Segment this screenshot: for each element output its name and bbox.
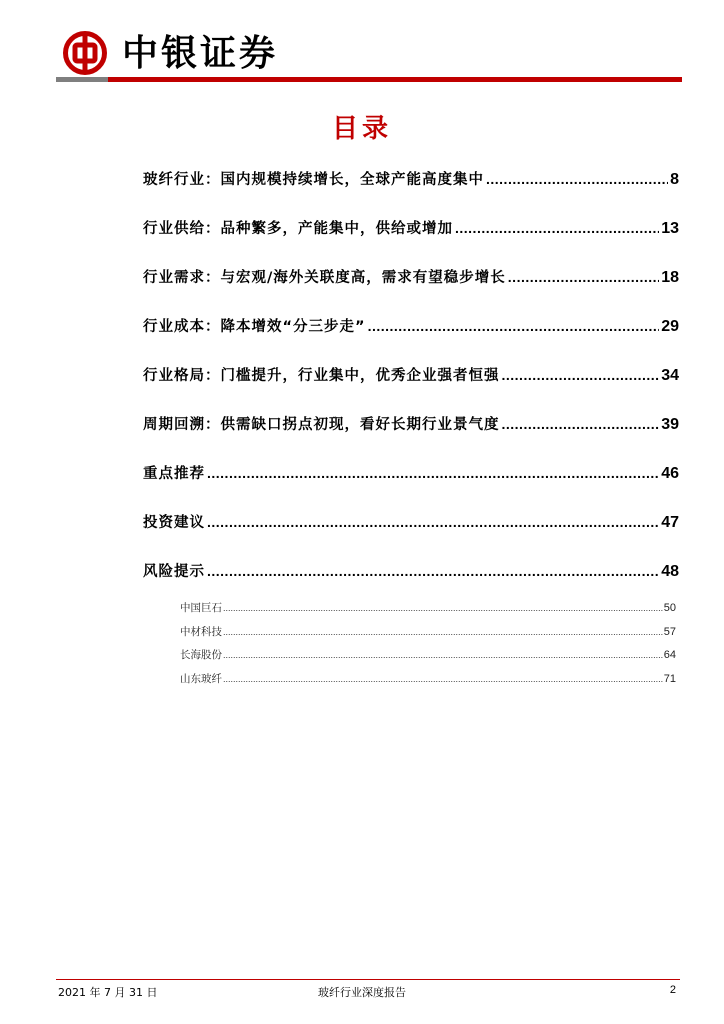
toc-entry-page: 29 (661, 318, 679, 335)
toc-entry[interactable] (143, 168, 679, 217)
toc-entry-page: 18 (661, 269, 679, 286)
toc-sub-entry-page: 71 (663, 673, 676, 686)
toc-entry-page: 39 (661, 416, 679, 433)
toc-entry[interactable] (143, 266, 679, 315)
toc-sub-entry[interactable] (180, 624, 676, 648)
toc-entry[interactable] (143, 462, 679, 511)
toc-leader-dots (223, 674, 663, 684)
toc-sub-entry-page: 50 (663, 602, 676, 614)
toc-entry-label: 玻纤行业：国内规模持续增长，全球产能高度集中 (143, 172, 484, 188)
toc-leader-dots (502, 416, 660, 432)
toc-entry[interactable] (143, 364, 679, 413)
footer-date: 2021 年 7 月 31 日 (58, 986, 158, 999)
toc-entry-page: 46 (661, 465, 679, 482)
toc-sub-entry-page: 57 (663, 625, 676, 638)
header-rule-red (108, 77, 682, 82)
toc-leader-dots (207, 465, 659, 481)
toc-entry-label: 行业格局：门槛提升，行业集中，优秀企业强者恒强 (143, 368, 500, 384)
footer-page-number: 2 (669, 984, 676, 996)
toc-entry-page: 47 (661, 514, 679, 531)
toc-entry[interactable] (143, 315, 679, 364)
toc-sub-entry[interactable] (180, 647, 676, 671)
toc-entry-label: 重点推荐 (143, 466, 205, 482)
toc-sub-list (180, 600, 676, 695)
header-rule-gray (56, 77, 108, 82)
toc-sub-entry[interactable] (180, 600, 676, 624)
toc-entry-page: 8 (670, 171, 679, 188)
toc-sub-entry-label: 中材科技 (180, 625, 222, 638)
toc-entry-label: 行业成本：降本增效“分三步走” (143, 319, 366, 335)
toc-leader-dots (207, 514, 659, 530)
toc-sub-entry[interactable] (180, 671, 676, 695)
toc-leader-dots (223, 627, 663, 637)
toc-leader-dots (486, 171, 668, 187)
toc-entry-page: 34 (661, 367, 679, 384)
toc-leader-dots (223, 650, 663, 660)
toc-entry-label: 周期回溯：供需缺口拐点初现，看好长期行业景气度 (143, 417, 500, 433)
toc-list (143, 168, 679, 609)
bank-of-china-logo-icon (62, 30, 108, 76)
toc-entry-page: 48 (661, 563, 679, 580)
toc-entry[interactable] (143, 511, 679, 560)
toc-sub-entry-page: 64 (663, 649, 676, 662)
toc-entry-label: 风险提示 (143, 564, 205, 580)
toc-entry[interactable] (143, 217, 679, 266)
toc-leader-dots (223, 603, 663, 613)
toc-entry-page: 13 (661, 220, 679, 237)
toc-leader-dots (455, 220, 659, 236)
toc-entry-label: 行业供给：品种繁多，产能集中，供给或增加 (143, 221, 453, 237)
toc-sub-entry-label: 中国巨石 (180, 602, 222, 614)
toc-entry-label: 投资建议 (143, 515, 205, 531)
toc-entry[interactable] (143, 413, 679, 462)
toc-sub-entry-label: 长海股份 (180, 649, 222, 662)
footer-rule (56, 979, 680, 980)
toc-leader-dots (368, 318, 660, 334)
brand-name: 中银证券 (122, 33, 279, 74)
toc-leader-dots (207, 563, 659, 579)
page-header (56, 26, 676, 82)
toc-title: 目录 (331, 114, 392, 144)
toc-leader-dots (508, 269, 659, 285)
toc-leader-dots (502, 367, 660, 383)
toc-entry-label: 行业需求：与宏观/海外关联度高，需求有望稳步增长 (143, 270, 506, 286)
footer-report-title: 玻纤行业深度报告 (318, 986, 406, 999)
toc-sub-entry-label: 山东玻纤 (180, 673, 222, 686)
